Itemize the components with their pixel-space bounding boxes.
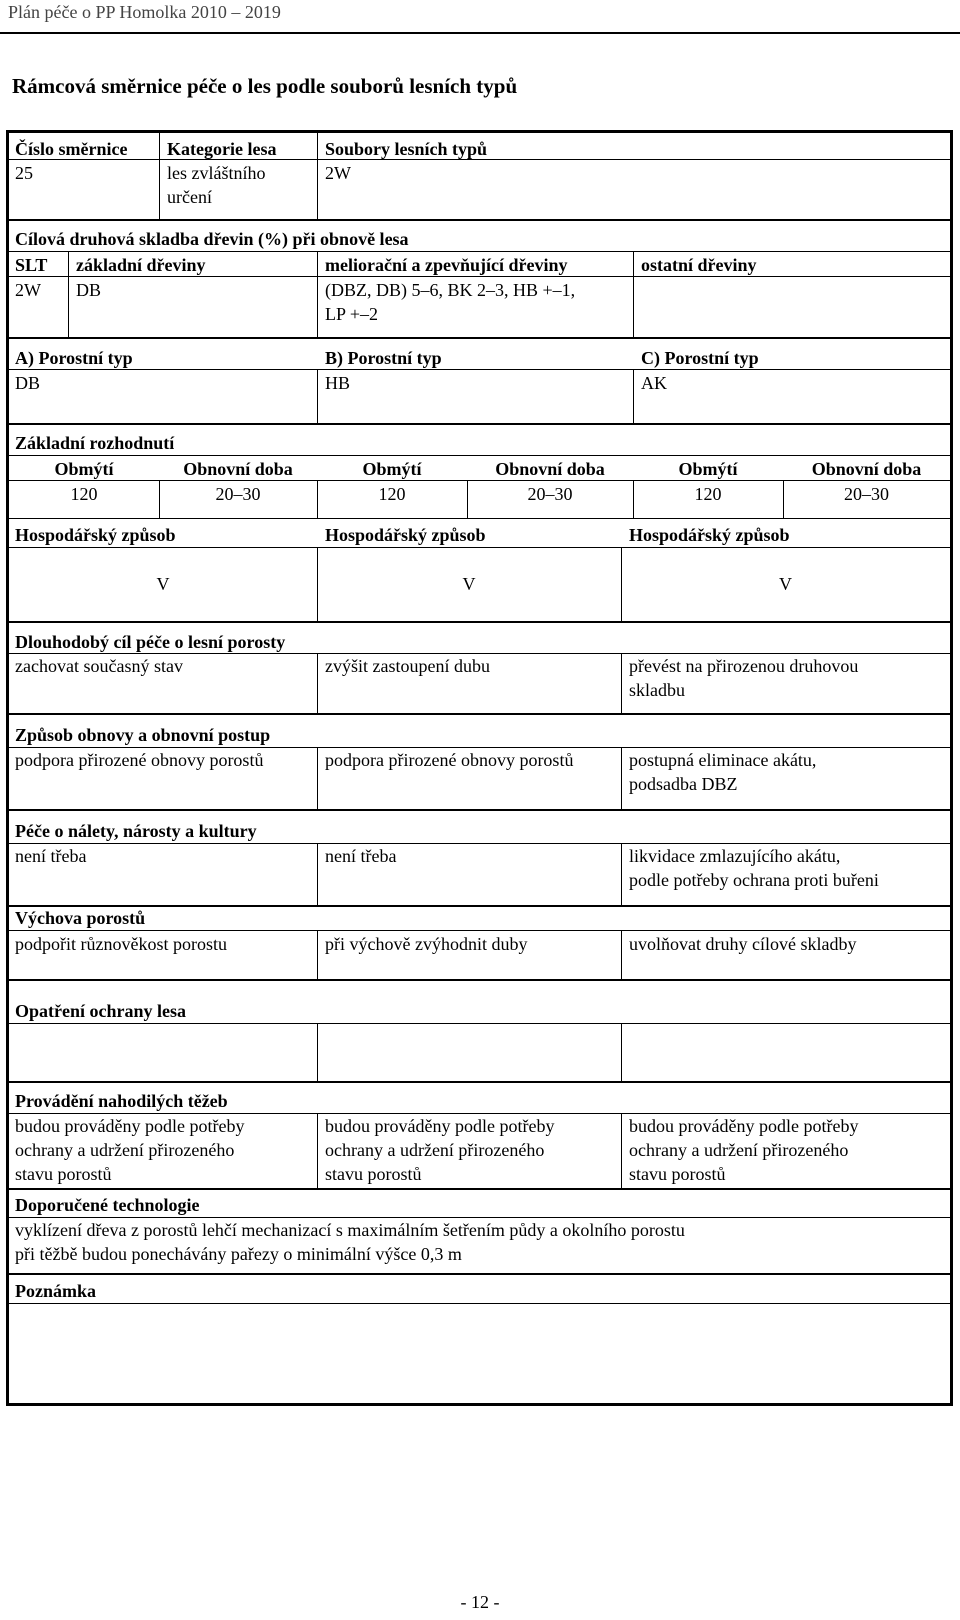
section-divider [9, 423, 950, 425]
divider [317, 930, 318, 979]
divider [621, 843, 622, 905]
divider [9, 1023, 950, 1024]
divider [317, 747, 318, 809]
divider [9, 369, 950, 370]
value-cil-a: zachovat současný stav [15, 656, 183, 676]
col-melioracni: meliorační a zpevňující dřeviny [325, 255, 568, 275]
value-nahodile-b-line3: stavu porostů [325, 1164, 422, 1184]
divider [9, 455, 950, 456]
value-cil-c-line1: převést na přirozenou druhovou [629, 656, 859, 676]
value-obnovni-b: 20–30 [527, 484, 573, 504]
page-number: - 12 - [460, 1592, 500, 1612]
section-divider [9, 1188, 950, 1190]
divider [317, 133, 318, 219]
divider [9, 547, 950, 548]
label-porostni-c: C) Porostní typ [641, 348, 759, 368]
label-kategorie-lesa: Kategorie lesa [167, 139, 277, 159]
section-divider [9, 1273, 950, 1275]
col-zakladni: základní dřeviny [76, 255, 206, 275]
divider [9, 930, 950, 931]
guideline-table [6, 130, 953, 1406]
col-obmyti-c: Obmýtí [678, 459, 738, 479]
col-obnovni-c: Obnovní doba [811, 459, 922, 479]
value-obmyti-b: 120 [378, 484, 406, 504]
label-porostni-b: B) Porostní typ [325, 348, 442, 368]
col-slt: SLT [15, 255, 48, 275]
divider [621, 1113, 622, 1188]
value-technologie-line2: při těžbě budou ponechávány pařezy o minimální výšce 0,3 m [15, 1244, 462, 1264]
section-skladba-title: Cílová druhová skladba dřevin (%) při obnově lesa [15, 229, 409, 249]
value-slt: 2W [15, 280, 41, 300]
header-divider [0, 32, 960, 34]
divider [633, 369, 634, 423]
divider [317, 1113, 318, 1188]
divider [68, 251, 69, 337]
value-obnova-a: podpora přirozené obnovy porostů [15, 750, 264, 770]
section-divider [9, 219, 950, 221]
divider [9, 251, 950, 252]
label-soubory-lt: Soubory lesních typů [325, 139, 488, 159]
section-obnova-title: Způsob obnovy a obnovní postup [15, 725, 271, 745]
value-cil-b: zvýšit zastoupení dubu [325, 656, 490, 676]
divider [159, 133, 160, 219]
value-pece-b: není třeba [325, 846, 397, 866]
value-pece-c-line1: likvidace zmlazujícího akátu, [629, 846, 841, 866]
col-obnovni-a: Obnovní doba [183, 459, 293, 479]
section-nahodile-title: Provádění nahodilých těžeb [15, 1091, 228, 1111]
value-melioracni-line1: (DBZ, DB) 5–6, BK 2–3, HB +–1, [325, 280, 576, 300]
value-nahodile-b-line2: ochrany a udržení přirozeného [325, 1140, 545, 1160]
value-obnova-c-line1: postupná eliminace akátu, [629, 750, 817, 770]
label-hospodarsky-b: Hospodářský způsob [325, 525, 486, 545]
value-soubory: 2W [325, 163, 351, 183]
section-cil-title: Dlouhodobý cíl péče o lesní porosty [15, 632, 286, 652]
label-hospodarsky-c: Hospodářský způsob [629, 525, 790, 545]
value-hospodarsky-c: V [779, 574, 792, 594]
label-cislo-smernice: Číslo směrnice [15, 139, 128, 159]
divider [317, 653, 318, 713]
value-nahodile-c-line1: budou prováděny podle potřeby [629, 1116, 859, 1136]
value-obmyti-a: 120 [70, 484, 98, 504]
value-pece-c-line2: podle potřeby ochrana proti buřeni [629, 870, 879, 890]
divider [317, 369, 318, 423]
section-pece-title: Péče o nálety, nárosty a kultury [15, 821, 257, 841]
divider [317, 1023, 318, 1081]
running-header: Plán péče o PP Homolka 2010 – 2019 [8, 2, 281, 22]
section-divider [9, 337, 950, 339]
value-porostni-a: DB [15, 373, 41, 393]
value-vychova-b: při výchově zvýhodnit duby [325, 934, 528, 954]
value-porostni-c: AK [641, 373, 667, 393]
value-nahodile-a-line1: budou prováděny podle potřeby [15, 1116, 245, 1136]
value-nahodile-a-line3: stavu porostů [15, 1164, 112, 1184]
divider [621, 747, 622, 809]
col-obnovni-b: Obnovní doba [495, 459, 605, 479]
section-divider [9, 905, 950, 907]
value-obnova-c-line2: podsadba DBZ [629, 774, 738, 794]
value-obnovni-a: 20–30 [215, 484, 261, 504]
col-ostatni: ostatní dřeviny [641, 255, 757, 275]
value-zakladni: DB [76, 280, 102, 300]
section-divider [9, 713, 950, 715]
value-pece-a: není třeba [15, 846, 87, 866]
value-vychova-a: podpořit různověkost porostu [15, 934, 227, 954]
value-obmyti-c: 120 [694, 484, 722, 504]
col-obmyti-a: Obmýtí [54, 459, 114, 479]
section-divider [9, 809, 950, 811]
divider [317, 843, 318, 905]
section-rozhodnuti-title: Základní rozhodnutí [15, 433, 175, 453]
divider [9, 159, 950, 160]
value-nahodile-a-line2: ochrany a udržení přirozeného [15, 1140, 235, 1160]
value-vychova-c: uvolňovat druhy cílové skladby [629, 934, 857, 954]
section-poznamka-title: Poznámka [15, 1281, 96, 1301]
section-technologie-title: Doporučené technologie [15, 1195, 200, 1215]
section-divider [9, 1081, 950, 1083]
divider [9, 518, 950, 519]
divider [621, 930, 622, 979]
value-cil-c-line2: skladbu [629, 680, 685, 700]
section-ochrana-title: Opatření ochrany lesa [15, 1001, 186, 1021]
value-nahodile-b-line1: budou prováděny podle potřeby [325, 1116, 555, 1136]
value-porostni-b: HB [325, 373, 351, 393]
divider [9, 480, 950, 481]
value-nahodile-c-line2: ochrany a udržení přirozeného [629, 1140, 849, 1160]
value-kategorie-line2: určení [167, 187, 212, 207]
value-melioracni-line2: LP +–2 [325, 304, 378, 324]
value-hospodarsky-b: V [462, 574, 476, 594]
label-hospodarsky-a: Hospodářský způsob [15, 525, 176, 545]
divider [621, 1023, 622, 1081]
value-kategorie-line1: les zvláštního [167, 163, 266, 183]
divider [9, 1303, 950, 1304]
value-obnovni-c: 20–30 [844, 484, 889, 504]
value-nahodile-c-line3: stavu porostů [629, 1164, 726, 1184]
value-hospodarsky-a: V [156, 574, 170, 594]
divider [633, 251, 634, 337]
label-porostni-a: A) Porostní typ [15, 348, 133, 368]
value-technologie-line1: vyklízení dřeva z porostů lehčí mechanizací s maximálním šetřením půdy a okolního porostu [15, 1220, 685, 1240]
document-title: Rámcová směrnice péče o les podle souborů lesních typů [12, 74, 518, 98]
divider [9, 276, 950, 277]
section-divider [9, 621, 950, 623]
divider [317, 251, 318, 337]
section-divider [9, 979, 950, 981]
section-vychova-title: Výchova porostů [15, 908, 146, 928]
value-cislo: 25 [15, 163, 33, 183]
divider [621, 653, 622, 713]
value-obnova-b: podpora přirozené obnovy porostů [325, 750, 574, 770]
col-obmyti-b: Obmýtí [362, 459, 422, 479]
